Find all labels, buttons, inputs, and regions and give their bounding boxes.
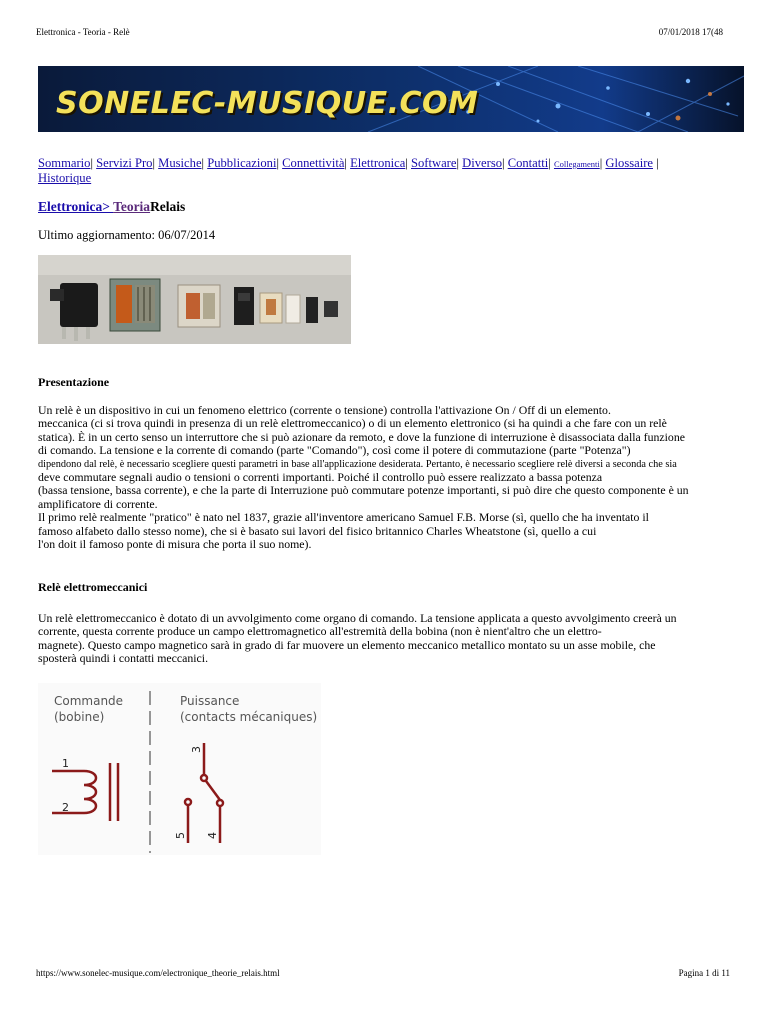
nav-connettivita[interactable]: Connettività <box>282 156 345 170</box>
nav-software[interactable]: Software <box>411 156 457 170</box>
site-banner[interactable] <box>38 66 744 132</box>
relay-diagram <box>38 683 321 855</box>
nav-historique[interactable]: Historique <box>38 171 92 185</box>
presentazione-line: dipendono dal relè, è necessario scegliere questi parametri in base all'applicazione desiderata. Pertanto, è necessario scegliere relè diversi a seconda che sia <box>38 458 677 470</box>
contact-symbol <box>185 743 223 843</box>
presentazione-line: statica). È in un certo senso un interruttore che si può azionare da remoto, e dove la funzione di interruzione è disassociata dalla funzione <box>38 429 685 444</box>
pin-4-label: 4 <box>206 832 219 839</box>
presentazione-line: deve commutare segnali audio o tensioni o correnti importanti. Poiché il controllo può essere realizzato a bassa potenza <box>38 470 603 485</box>
pin-3-label: 3 <box>190 746 203 753</box>
site-navigation: Sommario| Servizi Pro| Musiche| Pubblicazioni| Connettività| Elettronica| Software| Diverso| Contatti| Collegamenti| Glossaire | Historique <box>38 156 675 185</box>
nav-pubblicazioni[interactable]: Pubblicazioni <box>207 156 277 170</box>
nav-servizi-pro[interactable]: Servizi Pro <box>96 156 153 170</box>
nav-elettronica[interactable]: Elettronica <box>350 156 406 170</box>
presentazione-line: (bassa tensione, bassa corrente), e che la parte di Interruzione può commutare potenze importanti, si può dire che questo componente è un <box>38 483 689 498</box>
relays-photo <box>38 255 351 344</box>
breadcrumb-elettronica[interactable]: Elettronica> <box>38 199 114 214</box>
presentazione-line: di comando. La tensione e la corrente di comando (parte "Comando"), così come il potere di commutazione (parte "Potenza") <box>38 443 631 458</box>
presentazione-line: amplificatore di corrente. <box>38 496 158 511</box>
elettromeccanici-line: magnete). Questo campo magnetico sarà in grado di far muovere un elemento meccanico metallico montato su un asse mobile, che <box>38 637 656 652</box>
presentazione-line: Un relè è un dispositivo in cui un fenomeno elettrico (corrente o tensione) controlla l'attivazione On / Off di un elemento. <box>38 403 611 417</box>
nav-contatti[interactable]: Contatti <box>507 156 549 170</box>
label-contacts: (contacts mécaniques) <box>180 710 318 724</box>
footer-url: https://www.sonelec-musique.com/electronique_theorie_relais.html <box>36 968 280 978</box>
section-title-rele-elettromeccanici: Relè elettromeccanici <box>38 580 148 594</box>
nav-sommario[interactable]: Sommario <box>38 156 91 170</box>
breadcrumb-relais: Relais <box>150 199 186 214</box>
pin-5-label: 5 <box>174 832 187 839</box>
elettromeccanici-line: Un relè elettromeccanico è dotato di un avvolgimento come organo di comando. La tensione applicata a questo avvolgimento creerà un <box>38 611 677 625</box>
elettromeccanici-text <box>38 612 750 666</box>
print-datetime: 07/01/2018 17(48 <box>658 27 723 37</box>
section-title-presentazione: Presentazione <box>38 375 110 389</box>
label-puissance: Puissance <box>180 694 240 708</box>
presentazione-line: meccanica (ci si trova quindi in presenza di un relè elettromeccanico) o di un elemento elettronico (si ha quindi a che fare con un relè <box>38 416 667 431</box>
label-bobine: (bobine) <box>54 710 105 724</box>
banner-logo-text: SONELEC-MUSIQUE.COM <box>56 86 479 121</box>
presentazione-text <box>38 404 750 551</box>
presentazione-line: l'on doit il famoso ponte di misura che porta il suo nome). <box>38 537 312 552</box>
last-update: Ultimo aggiornamento: 06/07/2014 <box>38 228 216 242</box>
pin-2-label: 2 <box>62 801 69 814</box>
nav-musiche[interactable]: Musiche <box>158 156 202 170</box>
nav-collegamenti[interactable]: Collegamenti <box>553 159 600 169</box>
document-title: Elettronica - Teoria - Relè <box>36 27 130 37</box>
breadcrumb <box>38 199 185 215</box>
presentazione-line: famoso alfabeto dallo stesso nome), che si è basato sui lavori del fisico britannico Charles Wheatstone (sì, quello a cui <box>38 523 597 538</box>
label-commande: Commande <box>54 694 124 708</box>
presentazione-line: Il primo relè realmente "pratico" è nato nel 1837, grazie all'inventore americano Samuel F.B. Morse (sì, quello che ha inventato il <box>38 510 649 525</box>
pin-1-label: 1 <box>62 757 69 770</box>
elettromeccanici-line: corrente, questa corrente produce un campo elettromagnetico all'estremità della bobina (non è nient'altro che un elettro- <box>38 624 602 639</box>
footer-page-number: Pagina 1 di 11 <box>678 968 730 978</box>
elettromeccanici-line: sposterà quindi i contatti meccanici. <box>38 651 209 666</box>
nav-diverso[interactable]: Diverso <box>462 156 503 170</box>
breadcrumb-teoria[interactable]: Teoria <box>113 199 151 214</box>
nav-glossaire[interactable]: Glossaire <box>605 156 653 170</box>
